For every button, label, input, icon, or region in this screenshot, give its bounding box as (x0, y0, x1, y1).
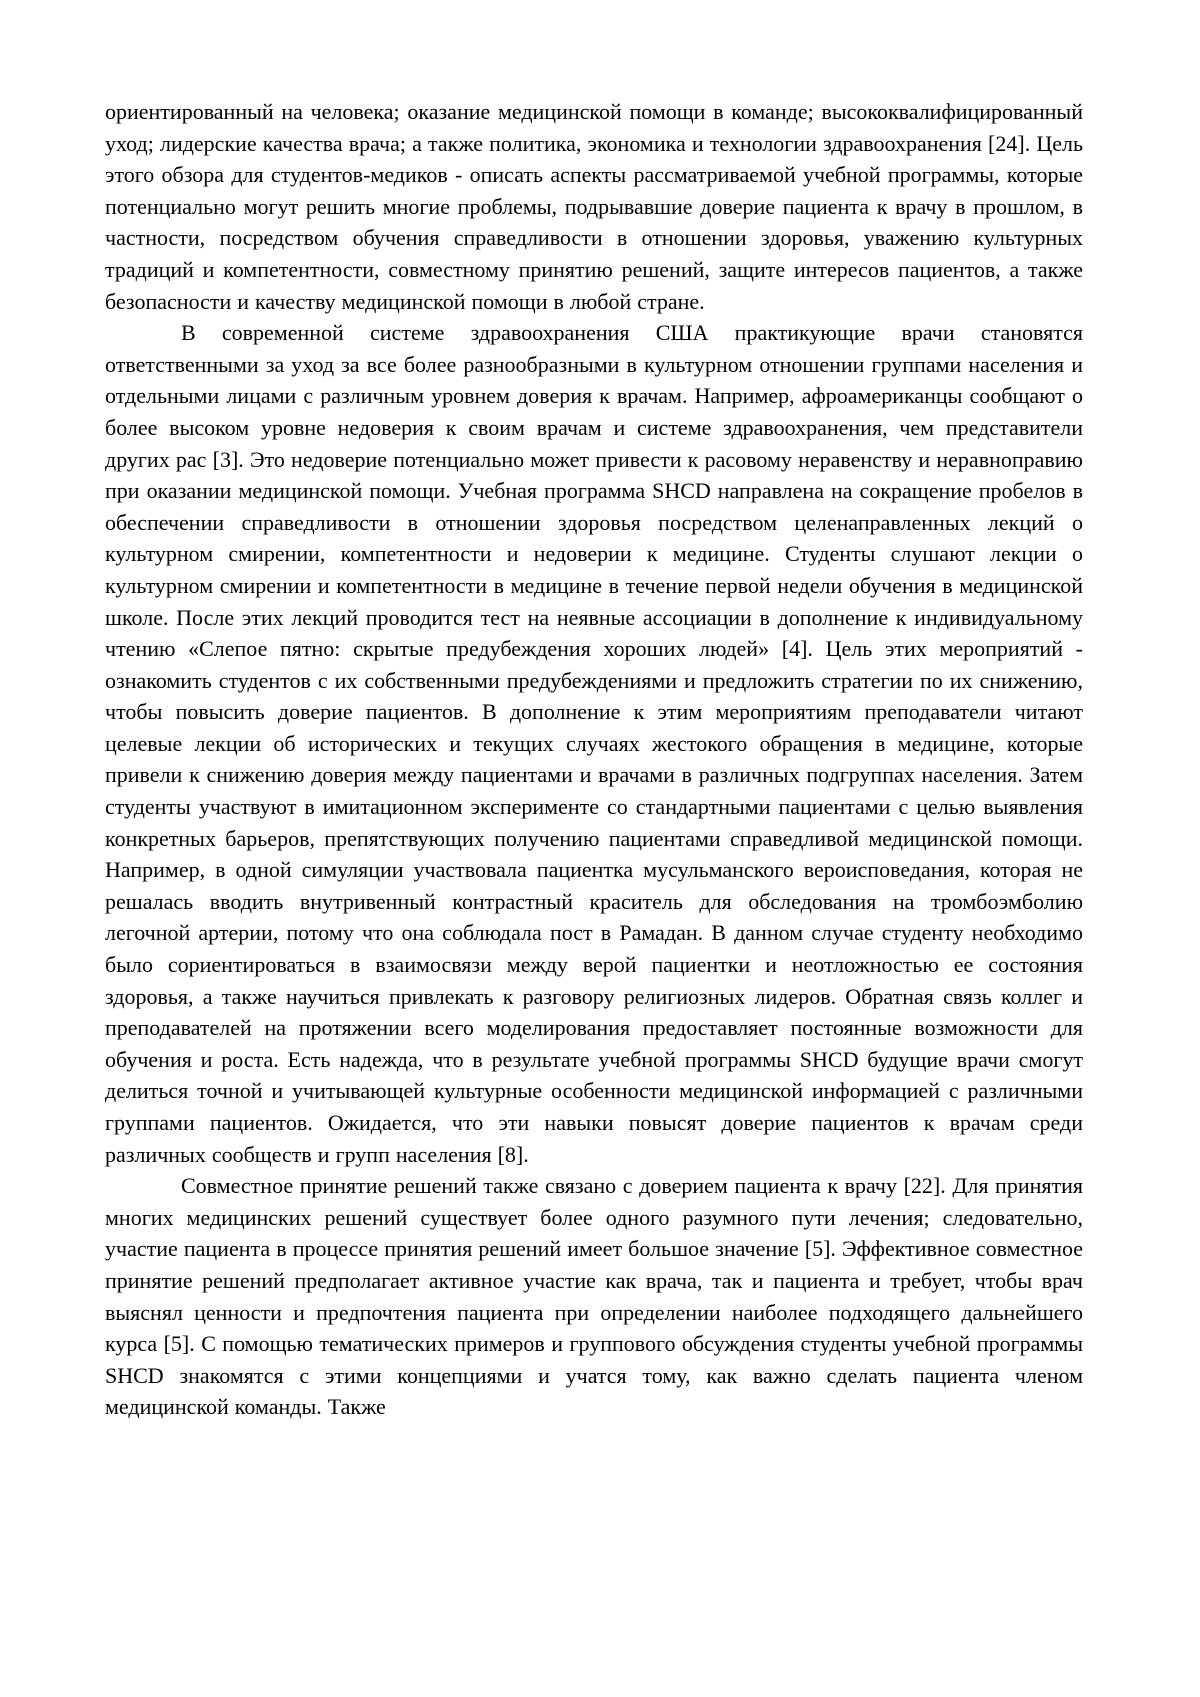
body-paragraph-2: В современной системе здравоохранения США практикующие врачи становятся ответственными за уход за все более разнообразными в культурном отношении группами населения и отдельными лицами с различным уровнем доверия к врачам. Например, афроамериканцы сообщают о более высоком уровне недоверия к своим врачам и системе здравоохранения, чем представители других рас [3]. Это недоверие потенциально может привести к расовому неравенству и неравноправию при оказании медицинской помощи. Учебная программа SHCD направлена на сокращение пробелов в обеспечении справедливости в отношении здоровья посредством целенаправленных лекций о культурном смирении, компетентности и недоверии к медицине. Студенты слушают лекции о культурном смирении и компетентности в медицине в течение первой недели обучения в медицинской школе. После этих лекций проводится тест на неявные ассоциации в дополнение к индивидуальному чтению «Слепое пятно: скрытые предубеждения хороших людей» [4]. Цель этих мероприятий - ознакомить студентов с их собственными предубеждениями и предложить стратегии по их снижению, чтобы повысить доверие пациентов. В дополнение к этим мероприятиям преподаватели читают целевые лекции об исторических и текущих случаях жестокого обращения в медицине, которые привели к снижению доверия между пациентами и врачами в различных подгруппах населения. Затем студенты участвуют в имитационном эксперименте со стандартными пациентами с целью выявления конкретных барьеров, препятствующих получению пациентами справедливой медицинской помощи. Например, в одной симуляции участвовала пациентка мусульманского вероисповедания, которая не решалась вводить внутривенный контрастный краситель для обследования на тромбоэмболию легочной артерии, потому что она соблюдала пост в Рамадан. В данном случае студенту необходимо было сориентироваться в взаимосвязи между верой пациентки и неотложностью ее состояния здоровья, а также научиться привлекать к разговору религиозных лидеров. Обратная связь коллег и преподавателей на протяжении всего моделирования предоставляет постоянные возможности для обучения и роста. Есть надежда, что в результате учебной программы SHCD будущие врачи смогут делиться точной и учитывающей культурные особенности медицинской информацией с различными группами пациентов. Ожидается, что эти навыки повысят доверие пациентов к врачам среди различных сообществ и групп населения [8]. (105, 320, 1083, 1167)
body-paragraph-1: ориентированный на человека; оказание медицинской помощи в команде; высококвалифицированный уход; лидерские качества врача; а также политика, экономика и технологии здравоохранения [24]. Цель этого обзора для студентов-медиков - описать аспекты рассматриваемой учебной программы, которые потенциально могут решить многие проблемы, подрывавшие доверие пациента к врачу в прошлом, в частности, посредством обучения справедливости в отношении здоровья, уважению культурных традиций и компетентности, совместному принятию решений, защите интересов пациентов, а также безопасности и качеству медицинской помощи в любой стране. (105, 99, 1083, 314)
body-paragraph-3: Совместное принятие решений также связано с доверием пациента к врачу [22]. Для принятия многих медицинских решений существует более одного разумного пути лечения; следовательно, участие пациента в процессе принятия решений имеет большое значение [5]. Эффективное совместное принятие решений предполагает активное участие как врача, так и пациента и требует, чтобы врач выяснял ценности и предпочтения пациента при определении наиболее подходящего дальнейшего курса [5]. С помощью тематических примеров и группового обсуждения студенты учебной программы SHCD знакомятся с этими концепциями и учатся тому, как важно сделать пациента членом медицинской команды. Также (105, 1173, 1083, 1420)
